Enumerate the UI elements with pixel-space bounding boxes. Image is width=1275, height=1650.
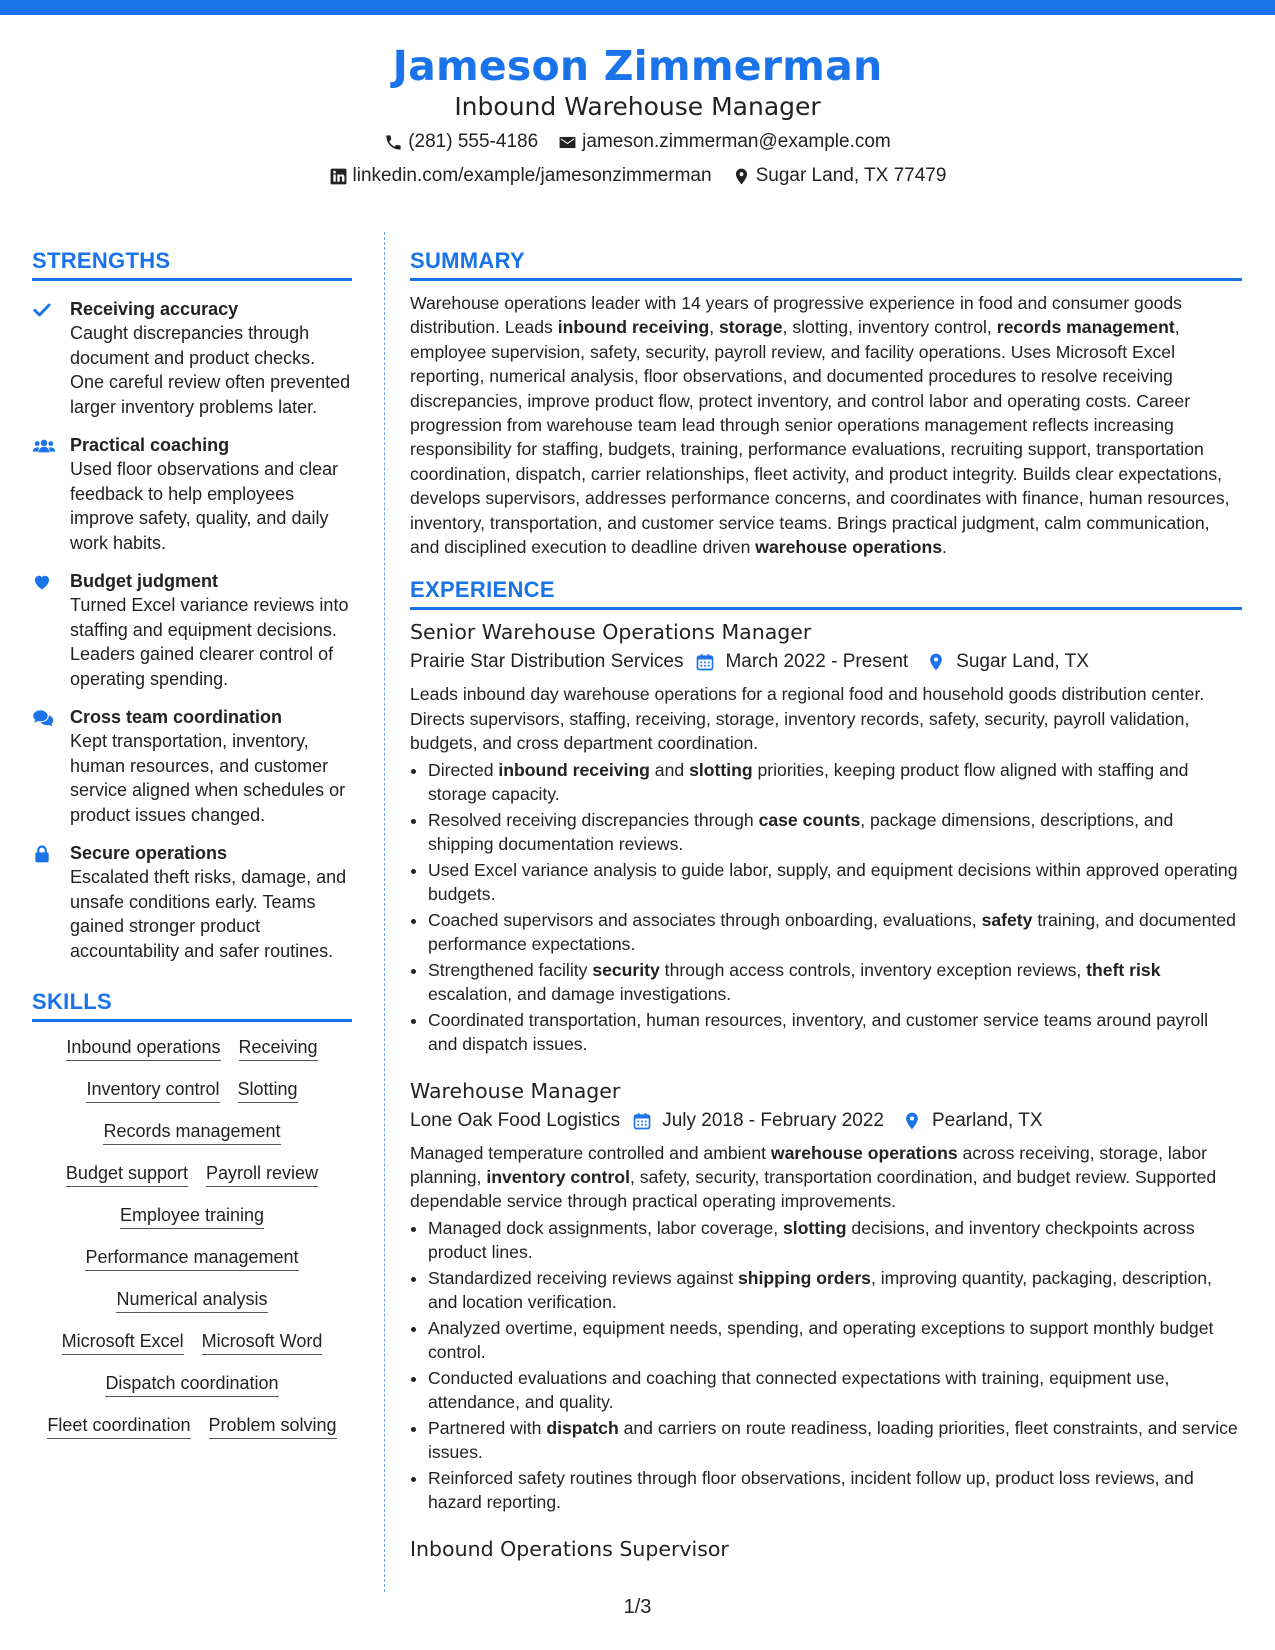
users-icon	[32, 433, 70, 555]
job-location: Pearland, TX	[931, 1109, 1043, 1131]
contact-row-1	[0, 128, 1275, 156]
phone-contact	[384, 128, 538, 156]
skill-row	[32, 1036, 352, 1061]
strength-body	[70, 297, 352, 419]
strength-title: Secure operations	[70, 843, 228, 863]
phone-text: (281) 555-4186	[408, 131, 539, 152]
strength-body	[70, 841, 352, 963]
job-dates: March 2022 - Present	[725, 651, 909, 673]
skill-tag: Records management	[103, 1120, 280, 1145]
company-name: Lone Oak Food Logistics	[410, 1109, 621, 1131]
job-bullet: • Resolved receiving discrepancies through case counts, package dimensions, descriptions, and shipping documentation reviews.	[428, 808, 1242, 857]
experience-section	[410, 577, 1242, 1562]
keyword: security	[592, 959, 660, 980]
page-number: 1/3	[623, 1596, 652, 1618]
linkedin-icon	[329, 167, 348, 186]
linkedin-text[interactable]: linkedin.com/example/jamesonzimmerman	[352, 165, 712, 186]
skill-tag: Numerical analysis	[116, 1288, 267, 1313]
email-text[interactable]: jameson.zimmerman@example.com	[582, 131, 891, 152]
job-bullet: • Partnered with dispatch and carriers on route readiness, loading priorities, fleet constraints, and service issues.	[428, 1416, 1242, 1465]
experience-heading: EXPERIENCE	[410, 577, 1242, 610]
skill-tag: Employee training	[120, 1204, 264, 1229]
job-entry	[410, 1535, 1242, 1563]
skill-tag: Slotting	[238, 1078, 298, 1103]
job-meta	[410, 1107, 1242, 1135]
keyword: records management	[996, 317, 1175, 338]
job-entry	[410, 1077, 1242, 1515]
location-contact	[732, 162, 947, 190]
skill-tag: Budget support	[66, 1162, 188, 1187]
skill-tag: Receiving	[239, 1036, 318, 1061]
strength-description: Kept transportation, inventory, human resources, and customer service aligned when schedules or product issues changed.	[70, 731, 346, 825]
heart-icon	[32, 569, 70, 691]
skills-heading: SKILLS	[32, 989, 352, 1022]
job-bullet: • Directed inbound receiving and slotting priorities, keeping product flow aligned with staffing and storage capacity.	[428, 758, 1242, 807]
phone-icon	[384, 133, 403, 152]
job-dates: July 2018 - February 2022	[662, 1109, 884, 1131]
keyword: slotting	[783, 1217, 847, 1238]
jobs-list	[410, 618, 1242, 1562]
resume-header	[0, 40, 1275, 190]
summary-heading: SUMMARY	[410, 248, 1242, 281]
left-column	[32, 248, 352, 1456]
linkedin-contact[interactable]	[329, 162, 712, 190]
job-bullet: • Analyzed overtime, equipment needs, spending, and operating exceptions to support monthly budget control.	[428, 1316, 1242, 1365]
strength-title: Practical coaching	[70, 435, 230, 455]
keyword: theft risk	[1086, 959, 1161, 980]
strengths-heading: STRENGTHS	[32, 248, 352, 281]
job-bullet: • Coached supervisors and associates through onboarding, evaluations, safety training, and documented performance expectations.	[428, 908, 1242, 957]
skill-tag: Dispatch coordination	[105, 1372, 278, 1397]
strength-description: Used floor observations and clear feedback to help employees improve safety, quality, and daily work habits.	[70, 459, 339, 553]
skills-list	[32, 1036, 352, 1439]
job-title: Senior Warehouse Operations Manager	[410, 620, 812, 645]
skill-tag: Inventory control	[86, 1078, 219, 1103]
skill-tag: Performance management	[85, 1246, 298, 1271]
skill-row	[32, 1162, 352, 1187]
skill-tag: Microsoft Excel	[62, 1330, 184, 1355]
job-bullets	[410, 758, 1242, 1057]
skill-row	[32, 1246, 352, 1271]
skill-tag: Payroll review	[206, 1162, 318, 1187]
job-bullet: • Standardized receiving reviews against shipping orders, improving quantity, packaging, description, and location verification.	[428, 1266, 1242, 1315]
job-description: Leads inbound day warehouse operations for a regional food and household goods distribution center. Directs supervisors, staffing, receiving, storage, inventory records, safety, security, payroll validation, budgets, and cross department coordination.	[410, 684, 1205, 754]
skill-row	[32, 1120, 352, 1145]
job-meta	[410, 648, 1242, 676]
keyword: warehouse operations	[770, 1142, 958, 1163]
strength-item	[32, 297, 352, 419]
strength-item	[32, 841, 352, 963]
keyword: inbound receiving	[557, 317, 710, 338]
job-bullet: • Reinforced safety routines through floor observations, incident follow up, product loss reviews, and hazard reporting.	[428, 1466, 1242, 1515]
keyword: storage	[718, 317, 783, 338]
skill-tag: Fleet coordination	[47, 1414, 190, 1439]
strengths-list	[32, 297, 352, 963]
column-divider	[384, 232, 385, 1592]
keyword: shipping orders	[738, 1267, 871, 1288]
strength-description: Caught discrepancies through document and product checks. One careful review often prevented larger inventory problems later.	[70, 323, 351, 417]
contact-row-2	[0, 162, 1275, 190]
keyword: safety	[981, 909, 1033, 930]
strength-body	[70, 705, 352, 827]
envelope-icon	[558, 133, 577, 152]
job-bullets	[410, 1216, 1242, 1515]
skill-tag: Inbound operations	[66, 1036, 220, 1061]
skill-tag: Microsoft Word	[202, 1330, 323, 1355]
comments-icon	[32, 705, 70, 827]
job-title: Warehouse Manager	[410, 1078, 621, 1103]
job-bullet: • Conducted evaluations and coaching that connected expectations with training, equipment use, attendance, and quality.	[428, 1366, 1242, 1415]
job-bullet: • Strengthened facility security through access controls, inventory exception reviews, theft risk escalation, and damage investigations.	[428, 958, 1242, 1007]
job-location: Sugar Land, TX	[956, 651, 1089, 673]
skill-row	[32, 1078, 352, 1103]
map-marker-icon	[902, 1111, 922, 1131]
strength-body	[70, 433, 352, 555]
top-accent-bar	[0, 0, 1275, 15]
strength-description: Escalated theft risks, damage, and unsafe conditions early. Teams gained stronger product accountability and safer routines.	[70, 867, 347, 961]
job-entry	[410, 618, 1242, 1056]
keyword: slotting	[689, 759, 753, 780]
right-column	[410, 248, 1242, 1563]
strength-description: Turned Excel variance reviews into staffing and equipment decisions. Leaders gained clearer control of operating spending.	[70, 595, 349, 689]
job-bullet: • Used Excel variance analysis to guide labor, supply, and equipment decisions within approved operating budgets.	[428, 858, 1242, 907]
lock-icon	[32, 841, 70, 963]
strength-item	[32, 433, 352, 555]
job-title: Inbound Operations Supervisor	[410, 1536, 729, 1561]
keyword: inbound receiving	[498, 759, 650, 780]
job-bullet: • Managed dock assignments, labor coverage, slotting decisions, and inventory checkpoints across product lines.	[428, 1216, 1242, 1265]
job-bullet: • Coordinated transportation, human resources, inventory, and customer service teams around payroll and dispatch issues.	[428, 1008, 1242, 1057]
check-icon	[32, 297, 70, 419]
candidate-title: Inbound Warehouse Manager	[454, 92, 821, 121]
keyword: inventory control	[486, 1166, 631, 1187]
location-text: Sugar Land, TX 77479	[755, 165, 947, 186]
strength-body	[70, 569, 352, 691]
map-marker-icon	[926, 652, 946, 672]
skill-row	[32, 1330, 352, 1355]
skill-tag: Problem solving	[209, 1414, 337, 1439]
strength-title: Receiving accuracy	[70, 299, 239, 319]
keyword: case counts	[758, 809, 861, 830]
strength-title: Budget judgment	[70, 571, 218, 591]
calendar-icon	[632, 1111, 652, 1131]
candidate-name: Jameson Zimmerman	[392, 42, 883, 90]
skill-row	[32, 1204, 352, 1229]
skill-row	[32, 1414, 352, 1439]
calendar-icon	[695, 652, 715, 672]
map-marker-icon	[732, 167, 751, 186]
strength-item	[32, 569, 352, 691]
job-description: Managed temperature controlled and ambient warehouse operations across receiving, storage, labor planning, inventory control, safety, security, transportation coordination, and budget review. Supported dependable service through practical operating improvements.	[410, 1142, 1217, 1212]
skill-row	[32, 1288, 352, 1313]
email-contact[interactable]	[558, 128, 891, 156]
summary-text: Warehouse operations leader with 14 years of progressive experience in food and consumer goods distribution. Leads inbound receiving, storage, slotting, inventory control, records management, employee supervision, safety, security, payroll review, and facility operations. Uses Microsoft Excel reporting, numerical analysis, floor observations, and documented procedures to resolve receiving discrepancies, improve product flow, protect inventory, and control labor and operating costs. Career progression from warehouse team lead through senior operations management reflects increasing responsibility for staffing, budgets, training, performance evaluations, recruiting support, transportation coordination, dispatch, carrier relationships, fleet activity, and product integrity. Builds clear expectations, develops supervisors, addresses performance concerns, and coordinates with finance, human resources, inventory, transportation, and customer service teams. Brings practical judgment, calm communication, and disciplined execution to deadline driven warehouse operations.	[410, 293, 1230, 558]
skill-row	[32, 1372, 352, 1397]
strength-title: Cross team coordination	[70, 707, 283, 727]
strength-item	[32, 705, 352, 827]
company-name: Prairie Star Distribution Services	[410, 651, 684, 673]
keyword: dispatch	[546, 1417, 619, 1438]
keyword: warehouse operations	[755, 537, 943, 558]
